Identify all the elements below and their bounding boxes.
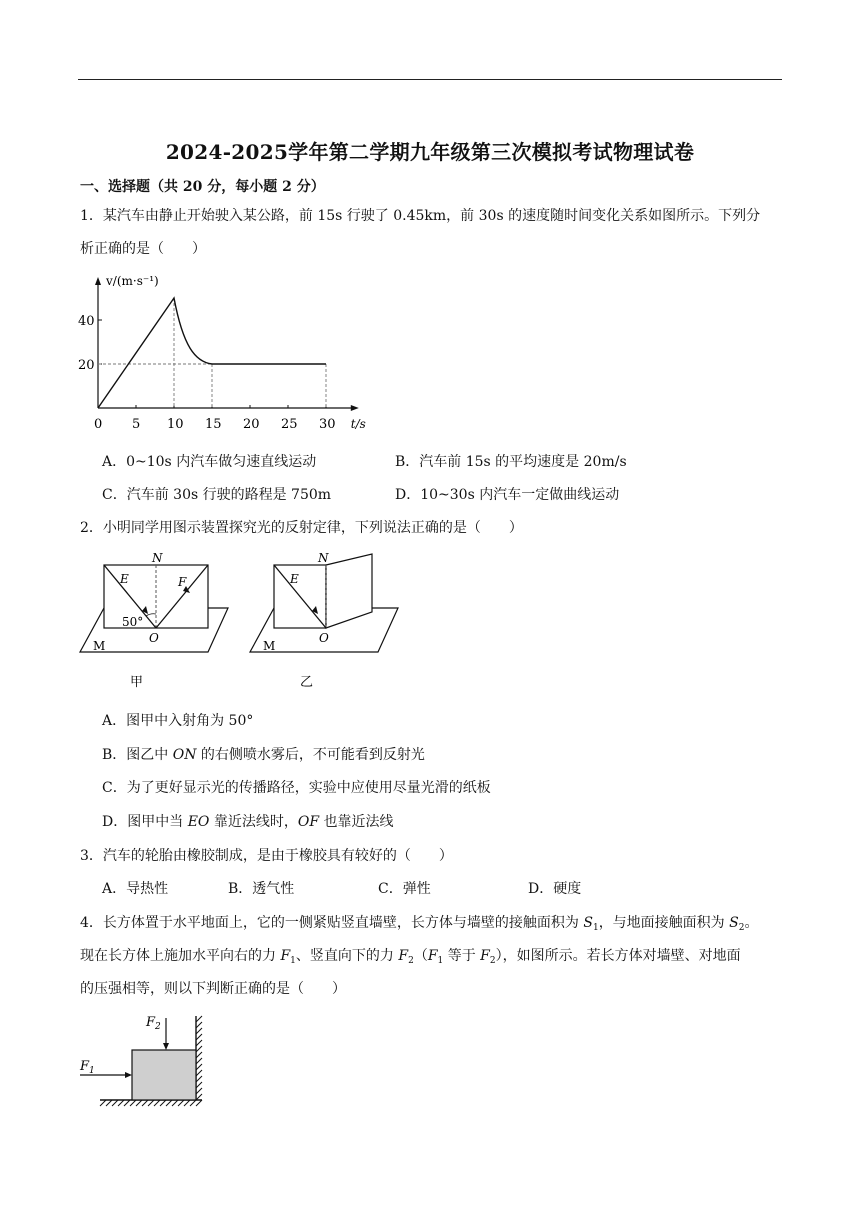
caption-yi: 乙	[300, 675, 314, 690]
q2-figure-yi	[246, 548, 406, 693]
q3-text-line1: 3．汽车的轮胎由橡胶制成，是由于橡胶具有较好的（ ）	[80, 848, 453, 864]
q4-text-line1	[80, 912, 758, 933]
q4-sub: 1	[290, 956, 296, 966]
x-tick-label: 15	[205, 417, 222, 432]
q4-symbol-f: F	[280, 948, 291, 964]
q4-text-line2	[80, 945, 741, 966]
q4-symbol-s: S	[729, 915, 739, 931]
label-n: N	[152, 551, 163, 565]
q4-text-part: 现在长方体上施加水平向右的力	[80, 948, 281, 964]
x-tick-label: 10	[167, 417, 184, 432]
q4-sub: 2	[489, 956, 496, 966]
q4-sub: 2	[408, 956, 414, 966]
q2-option-b[interactable]	[102, 744, 425, 764]
label-o: O	[149, 631, 159, 645]
q2-option-b-post: 的右侧喷水雾后，不可能看到反射光	[196, 747, 425, 763]
x-tick-label: 5	[132, 417, 141, 432]
q2-option-d-pre: D．图甲中当	[102, 814, 188, 830]
label-f: F	[178, 575, 187, 589]
page-title: 2024-2025学年第二学期九年级第三次模拟考试物理试卷	[165, 140, 695, 164]
q4-text-line3: 的压强相等，则以下判断正确的是（ ）	[80, 981, 346, 997]
q3-option-a[interactable]: A．导热性	[102, 881, 169, 897]
q4-symbol-f: F	[398, 948, 409, 964]
q1-velocity-chart	[80, 270, 380, 440]
caption-jia: 甲	[130, 675, 144, 690]
q4-figure	[76, 1010, 216, 1110]
q3-option-b[interactable]: B．透气性	[228, 881, 295, 897]
q2-option-c[interactable]: C．为了更好显示光的传播路径，实验中应使用尽量光滑的纸板	[102, 780, 491, 796]
q1-text-line1: 1．某汽车由静止开始驶入某公路，前 15s 行驶了 0.45km，前 30s 的速度随时间变化关系如图所示。下列分	[80, 208, 761, 224]
q2-option-d-mid: 靠近法线时，	[209, 814, 298, 830]
q2-option-a[interactable]: A．图甲中入射角为 50°	[102, 713, 254, 729]
q4-text-part: 4．长方体置于水平地面上，它的一侧紧贴竖直墙壁，长方体与墙壁的接触面积为	[80, 915, 584, 931]
q4-symbol-f: F	[427, 948, 438, 964]
q4-sub: 2	[738, 923, 745, 933]
q1-option-d[interactable]: D．10~30s 内汽车一定做曲线运动	[395, 487, 620, 503]
x-axis-label: t/s	[350, 417, 366, 431]
label-m: M	[93, 639, 106, 653]
y-axis-arrow	[95, 277, 101, 285]
q4-sub: 1	[437, 956, 444, 966]
q4-sub: 1	[592, 923, 599, 933]
q3-option-c[interactable]: C．弹性	[378, 881, 431, 897]
x-axis-arrow	[351, 405, 359, 411]
q2-figure-jia	[76, 548, 236, 693]
x-tick-label: 20	[243, 417, 260, 432]
y-axis-label: v/(m·s⁻¹)	[106, 274, 159, 288]
q4-text-part: ，与地面接触面积为	[598, 915, 730, 931]
q1-option-c[interactable]: C．汽车前 30s 行驶的路程是 750m	[102, 487, 332, 503]
section-heading: 一、选择题（共 20 分，每小题 2 分）	[80, 179, 325, 195]
q1-option-b[interactable]: B．汽车前 15s 的平均速度是 20m/s	[395, 454, 627, 470]
x-tick-label: 30	[319, 417, 336, 432]
label-angle: 50°	[122, 615, 144, 629]
q4-text-part: 、竖直向下的力	[295, 948, 399, 964]
x-tick-label: 0	[94, 417, 103, 432]
label-f1: $F_1$	[80, 1059, 95, 1076]
q1-text-line2: 析正确的是（ ）	[80, 241, 206, 257]
q4-text-part: 。	[744, 915, 759, 931]
label-f2: $F_2$	[146, 1015, 161, 1032]
label-m: M	[263, 639, 276, 653]
q2-option-b-on: ON	[172, 747, 197, 763]
q4-text-part: （	[413, 948, 428, 964]
label-n: N	[318, 551, 329, 565]
q1-option-a[interactable]: A．0~10s 内汽车做匀速直线运动	[102, 454, 317, 470]
q2-option-d-eo: EO	[187, 814, 210, 830]
label-e: E	[120, 572, 129, 586]
q2-option-d[interactable]	[102, 811, 394, 831]
q4-text-part: ），如图所示。若长方体对墙壁、对地面	[495, 948, 741, 964]
x-tick-label: 25	[281, 417, 298, 432]
q4-symbol-f: F	[480, 948, 490, 964]
y-tick-label: 40	[78, 314, 95, 329]
label-e: E	[290, 572, 299, 586]
q2-text-line1: 2．小明同学用图示装置探究光的反射定律，下列说法正确的是（ ）	[80, 520, 523, 536]
q4-text-part: 等于	[443, 948, 481, 964]
label-o: O	[319, 631, 329, 645]
q2-option-b-pre: B．图乙中	[102, 747, 173, 763]
q4-symbol-s: S	[583, 915, 593, 931]
q2-option-d-post: 也靠近法线	[319, 814, 394, 830]
header-rule	[78, 79, 782, 80]
q3-option-d[interactable]: D．硬度	[528, 881, 582, 897]
y-tick-label: 20	[78, 358, 95, 373]
q2-option-d-of: OF	[297, 814, 320, 830]
